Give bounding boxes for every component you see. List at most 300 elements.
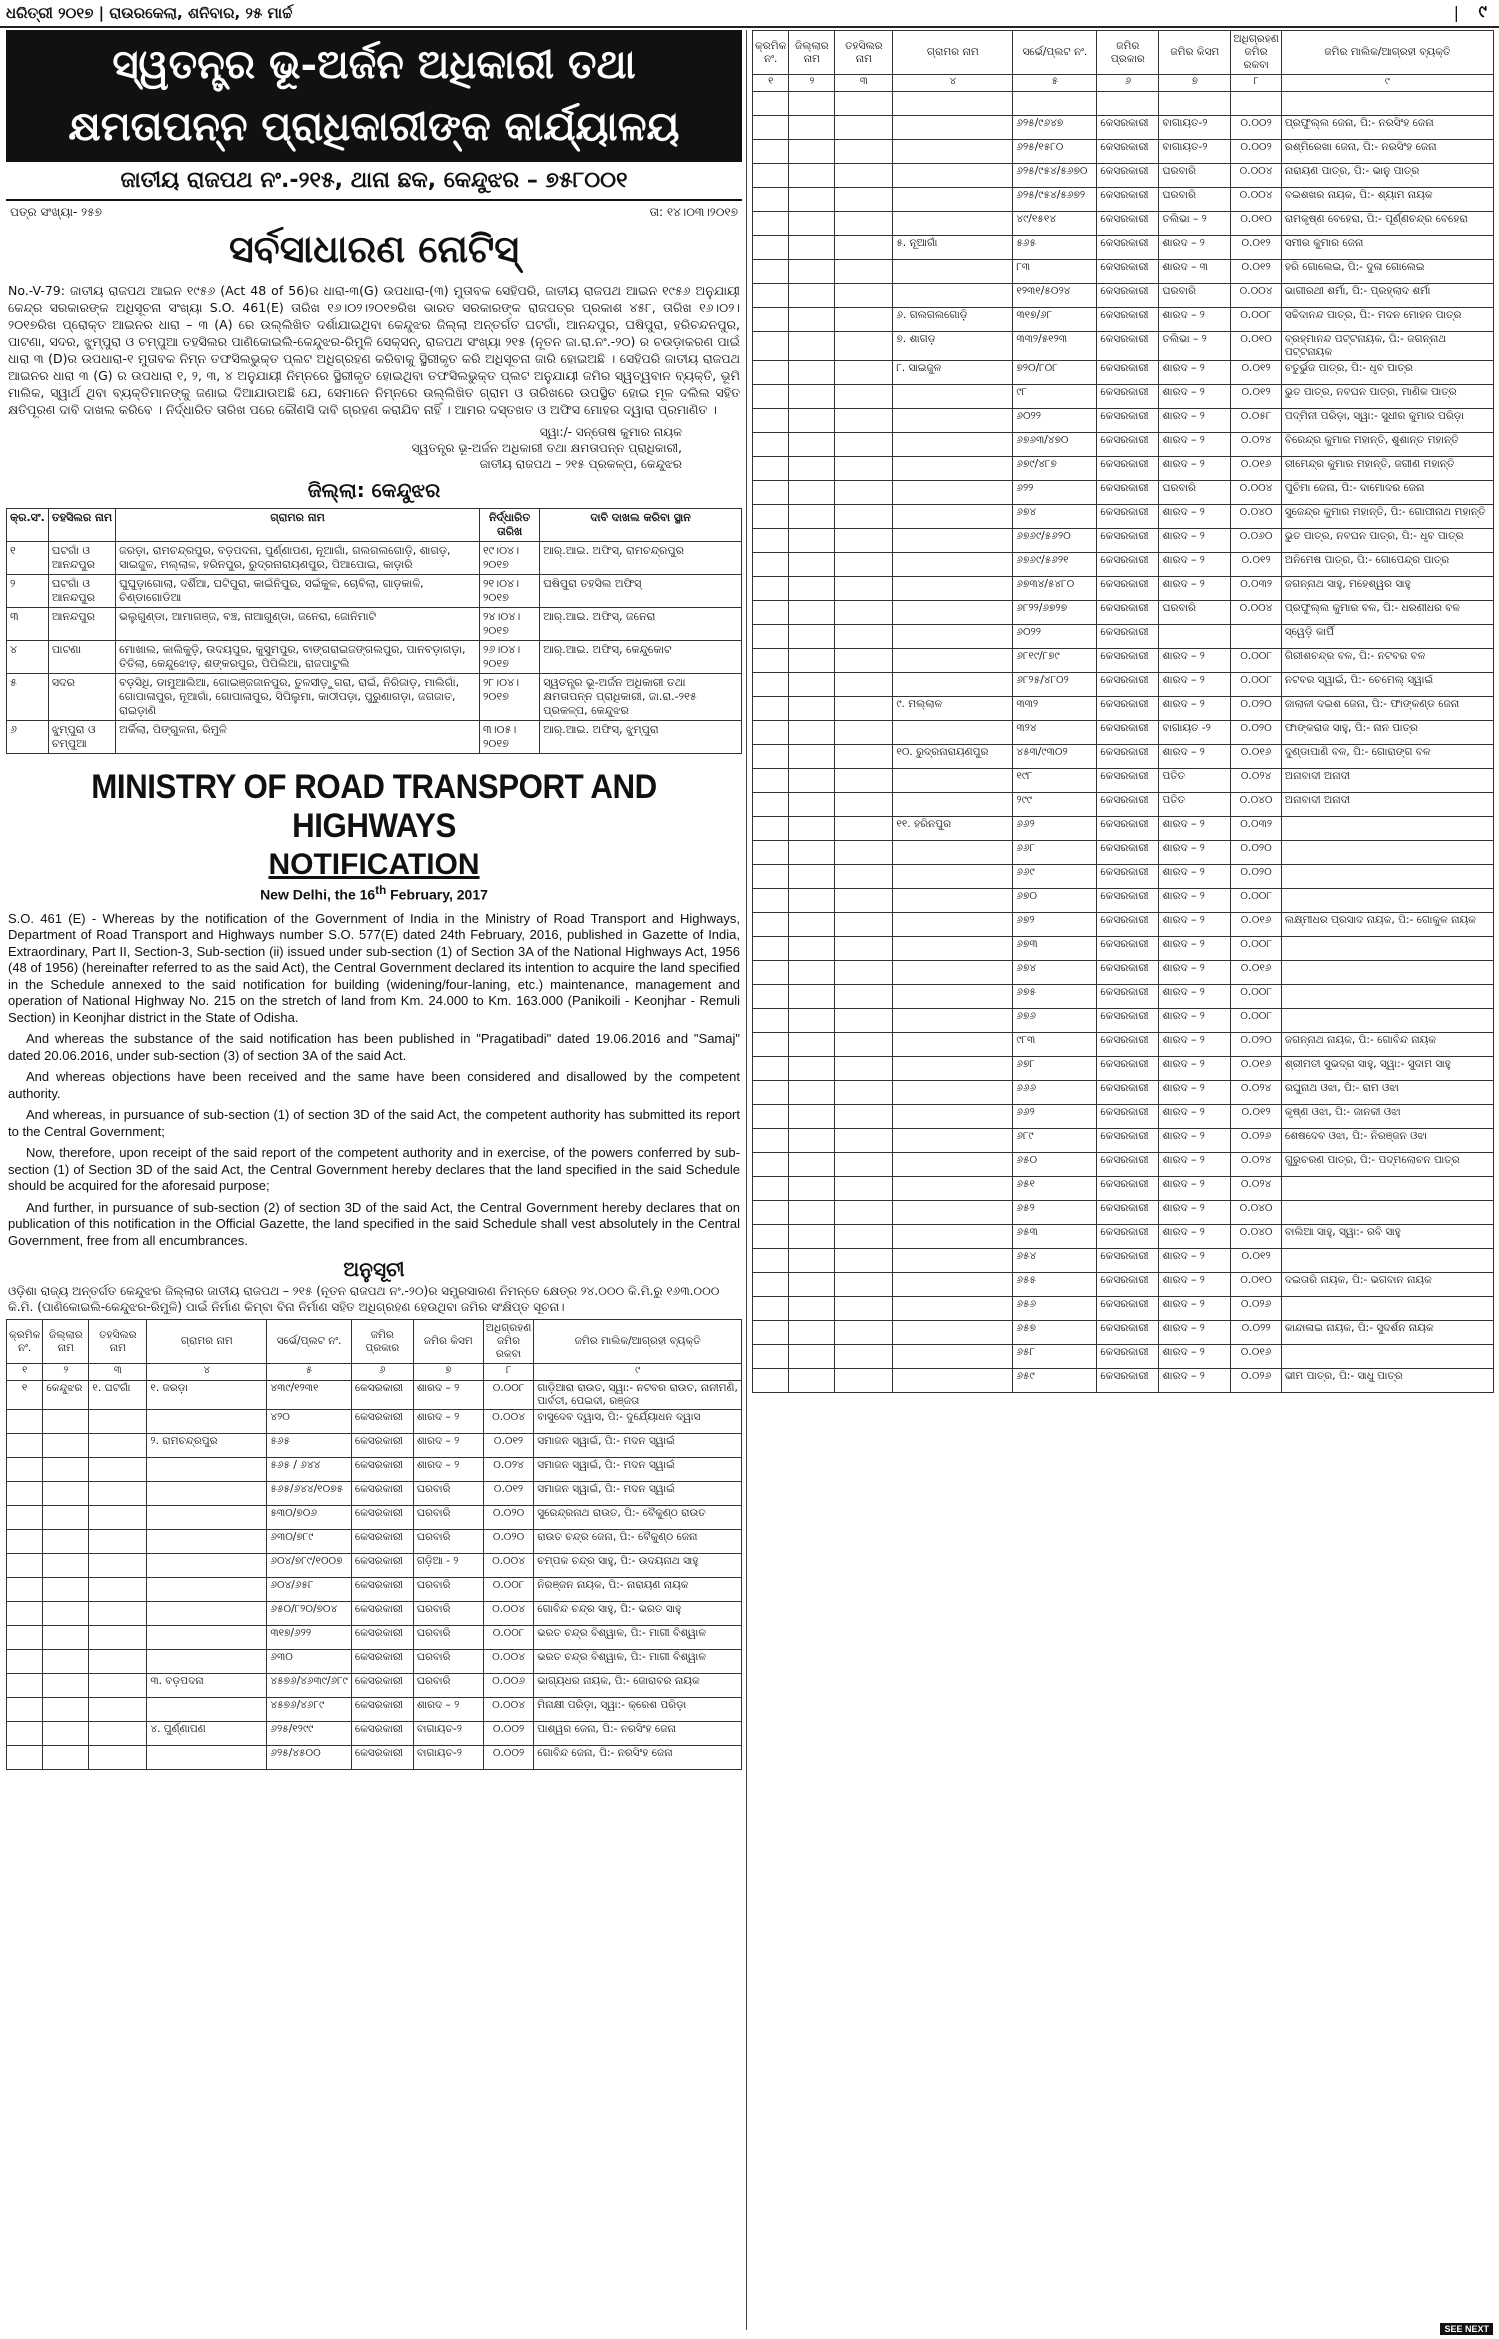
schedule-cell [789, 332, 835, 361]
schedule-cell: କେସରକାରୀ [1097, 505, 1159, 529]
schedule-cell [835, 433, 893, 457]
schedule-cell: ସମୀର କୁମାର ଜେନା [1281, 236, 1493, 260]
hearing-cell: ୫ [7, 674, 49, 721]
schedule-row [753, 577, 1494, 601]
schedule-cell [835, 1297, 893, 1321]
schedule-cell: ୦.୦୨୪ [483, 1458, 533, 1482]
schedule-cell [893, 385, 1013, 409]
schedule-row [753, 625, 1494, 649]
hearing-header-cell: କ୍ର.ସଂ. [7, 509, 49, 542]
schedule-cell: ୬୫୮ [1013, 1345, 1097, 1369]
schedule-cell: କେସରକାରୀ [1097, 1009, 1159, 1033]
schedule-cell: କେସରକାରୀ [351, 1602, 413, 1626]
schedule-row [753, 164, 1494, 188]
schedule-cell: ଗାଡ଼ିଆରା ରାଉତ, ସ୍ୱା:- ନଟବର ରାଉତ, ନାନୀମଣି, ପାର୍ବତୀ, ପେଇଦୀ, ରଞ୍ଜତା [534, 1381, 742, 1410]
schedule-cell: ୬୫୯ [1013, 1369, 1097, 1393]
schedule-cell: ୬୩୦/୭୮୯ [267, 1530, 351, 1554]
schedule-cell: ଘରବାରି [413, 1578, 483, 1602]
schedule-cell: ୬୭୬୯/୫୬୨୦ [1013, 529, 1097, 553]
schedule-cell [753, 649, 789, 673]
schedule-cell [835, 1129, 893, 1153]
masthead: ଧରିତ୍ରୀ ୨୦୧୭ | ରାଉରକେଲା, ଶନିବାର, ୨୫ ମାର୍ଚ୍ଚ [6, 4, 293, 22]
schedule-row [753, 409, 1494, 433]
schedule-cell: ଶାରଦ – ୨ [1159, 385, 1231, 409]
schedule-cell: ୦.୦୨୪ [1231, 769, 1281, 793]
hearing-cell: ଘୁଘୁଡ଼ାଗୋଲା, ଦର୍ଶିଆ, ଘଟିପୁରା, କାଇଁନିପୁର, ସଇଁକୁଳ, ଚୋବିଲା, ଗାଡ଼କାଳି, ଚିଣ୍ଡାଗୋଡିଆ [116, 575, 480, 608]
schedule-cell: ୬୭୨ [1013, 913, 1097, 937]
schedule-cell [789, 721, 835, 745]
schedule-cell [789, 601, 835, 625]
schedule-cell: ୦.୦୧୨ [1231, 385, 1281, 409]
schedule-cell: ଲକ୍ଷ୍ମୀଧର ପ୍ରସାଦ ନାୟକ, ପି:- ଗୋକୁଳ ନାୟକ [1281, 913, 1493, 937]
schedule-cell [835, 961, 893, 985]
hearing-cell: ମୋଖାଲ, କାଲିକୁଡ଼ି, ଉଦୟପୁର, କୁସୁମପୁର, ବାଙ୍ଗରାଇଜଙ୍ଗଲପୁର, ପାନବଡ଼ାଗଡ଼ା, ତିତିଲା, କେନ୍ଦୁଝୋଡ଼, ଶଙ୍କରପୁର, ପିପିଲିଆ, ରାଜପାଟୁଲି [116, 641, 480, 674]
schedule-cell [893, 769, 1013, 793]
schedule-cell [7, 1434, 43, 1458]
schedule-cell: ଗୋବିନ୍ଦ ଚନ୍ଦ୍ର ସାହୁ, ପି:- ଭରତ ସାହୁ [534, 1602, 742, 1626]
schedule-cell: କେସରକାରୀ [351, 1626, 413, 1650]
schedule-cell [893, 625, 1013, 649]
schedule-cell: ଶେଷଦେବ ଓଝା, ପି:- ନିରଞ୍ଜନ ଓଝା [1281, 1129, 1493, 1153]
schedule-row [753, 1033, 1494, 1057]
schedule-cell: ଫାଙ୍କରାଜ ସାହୁ, ପି:- ନାନ ପାତ୍ର [1281, 721, 1493, 745]
schedule-cell: କେସରକାରୀ [1097, 1345, 1159, 1369]
schedule-cell: ୩୧୭/୬୨୨ [267, 1626, 351, 1650]
schedule-cell: ତଲିଭା – ୨ [1159, 332, 1231, 361]
schedule-cell: ଶାରଦ – ୨ [1159, 745, 1231, 769]
schedule-cell [835, 92, 893, 116]
schedule-cell: ୦.୦୦୪ [1231, 164, 1281, 188]
schedule-cell [7, 1458, 43, 1482]
hearing-cell: ପାଟଣା [48, 641, 115, 674]
schedule-cell: ୬୨୫/୧୫୮୦ [1013, 140, 1097, 164]
schedule-cell: ୦.୦୧୨ [1231, 260, 1281, 284]
schedule-cell [753, 985, 789, 1009]
schedule-cell: ୦.୦୨୬ [1231, 1129, 1281, 1153]
schedule-cell: ୬୮୨୨/୬୭୨୭ [1013, 601, 1097, 625]
schedule-cell [147, 1410, 267, 1434]
schedule-cell: ଘରବାରି [1159, 601, 1231, 625]
schedule-cell [893, 164, 1013, 188]
schedule-cell: କେସରକାରୀ [1097, 1177, 1159, 1201]
schedule-cell: ଶାରଦ – ୨ [1159, 529, 1231, 553]
schedule-row [753, 1153, 1494, 1177]
schedule-cell: ୬୬୯ [1013, 865, 1097, 889]
hearing-cell: ୧୯।୦୪।୨୦୧୭ [479, 542, 539, 575]
schedule-cell: କେସରକାରୀ [1097, 649, 1159, 673]
schedule-cell [753, 745, 789, 769]
schedule-cell: ଶାରଦ – ୨ [1159, 1201, 1231, 1225]
schedule-cell: ୩୩୨/୫୧୨୩ [1013, 332, 1097, 361]
schedule-cell [789, 745, 835, 769]
schedule-cell: ୦.୦୦୬ [483, 1674, 533, 1698]
notification-body [6, 911, 742, 1250]
schedule-row [753, 913, 1494, 937]
schedule-cell [753, 1129, 789, 1153]
schedule-cell: କେସରକାରୀ [1097, 577, 1159, 601]
schedule-cell [753, 284, 789, 308]
schedule-cell: ଚତୁର୍ଭୁଜ ପାତ୍ର, ପି:- ଧୃବ ପାତ୍ର [1281, 361, 1493, 385]
schedule-cell [893, 841, 1013, 865]
schedule-row [753, 1321, 1494, 1345]
hearing-header-cell: ନିର୍ଦ୍ଧାରିତ ତାରିଖ [479, 509, 539, 542]
schedule-cell: ୬୦୪/୬୫୮ [267, 1578, 351, 1602]
schedule-row [753, 385, 1494, 409]
schedule-cell [789, 1273, 835, 1297]
schedule-header-cell: ଅଧିଗ୍ରହଣ ଜମିର ରକବା [1231, 31, 1281, 75]
schedule-cell: ୬୭୫ [1013, 985, 1097, 1009]
schedule-column-number: ୧ [753, 75, 789, 92]
schedule-cell: ୦.୦୦୮ [1231, 937, 1281, 961]
schedule-cell [43, 1602, 89, 1626]
schedule-row [7, 1410, 742, 1434]
schedule-cell: ଭୀମ ପାତ୍ର, ପି:- ସାଧୁ ପାତ୍ର [1281, 1369, 1493, 1393]
schedule-cell [835, 1033, 893, 1057]
schedule-cell [43, 1410, 89, 1434]
schedule-cell: ୫୬୫ [1013, 236, 1097, 260]
schedule-cell: ବାଗାୟତ-୨ [413, 1722, 483, 1746]
schedule-cell [835, 188, 893, 212]
schedule-cell [789, 1321, 835, 1345]
schedule-cell: ୪୩୯/୧୨୩୧ [267, 1381, 351, 1410]
schedule-cell [789, 361, 835, 385]
hearing-cell: ଆର୍.ଆଇ. ଅଫିସ୍, କେନ୍ଦୁକୋଟ [540, 641, 742, 674]
schedule-cell: ଜଗନ୍ନାଥ ସାହୁ, ମହେଶ୍ୱର ସାହୁ [1281, 577, 1493, 601]
schedule-row [753, 1081, 1494, 1105]
schedule-cell: ୦.୦୦୨ [1231, 116, 1281, 140]
schedule-row [753, 961, 1494, 985]
schedule-cell [753, 1225, 789, 1249]
schedule-cell: ଶ୍ରୀମତୀ ସୁଭଦ୍ରା ସାହୁ, ସ୍ୱା:- ସୁଦାମ ସାହୁ [1281, 1057, 1493, 1081]
schedule-cell: କେସରକାରୀ [351, 1746, 413, 1770]
schedule-cell [789, 1081, 835, 1105]
schedule-cell: ଶାରଦ – ୨ [1159, 1249, 1231, 1273]
schedule-cell: ଭରତ ଚନ୍ଦ୍ର ବିଶ୍ୱାଳ, ପି:- ମାଗୀ ବିଶ୍ୱାଳ [534, 1626, 742, 1650]
hearing-cell: ଘଟଗାଁ ଓ ଆନନ୍ଦପୁର [48, 575, 115, 608]
schedule-cell: ୫୬୫/୬୪୪/୧୦୭୫ [267, 1482, 351, 1506]
schedule-cell [789, 1033, 835, 1057]
schedule-cell: କେସରକାରୀ [1097, 1321, 1159, 1345]
schedule-cell: ଘରବାରି [1159, 284, 1231, 308]
schedule-cell [753, 308, 789, 332]
schedule-cell [835, 260, 893, 284]
schedule-cell [753, 505, 789, 529]
schedule-cell: ଗୁରୁଚରଣ ପାତ୍ର, ପି:- ପଦ୍ମଲୋଚନ ପାତ୍ର [1281, 1153, 1493, 1177]
schedule-cell: କେସରକାରୀ [351, 1458, 413, 1482]
schedule-cell: ୮୩ [1013, 260, 1097, 284]
schedule-cell [893, 433, 1013, 457]
schedule-cell: କେସରକାରୀ [1097, 116, 1159, 140]
schedule-cell [753, 1249, 789, 1273]
schedule-cell [893, 409, 1013, 433]
schedule-cell: କେସରକାରୀ [1097, 1249, 1159, 1273]
schedule-cell [789, 841, 835, 865]
schedule-cell: ୬୫୫ [1013, 1273, 1097, 1297]
schedule-cell [835, 769, 893, 793]
schedule-cell [789, 92, 835, 116]
schedule-cell [753, 673, 789, 697]
schedule-row [753, 649, 1494, 673]
schedule-cell: ୦.୦୦୨ [483, 1722, 533, 1746]
letter-number: ପତ୍ର ସଂଖ୍ୟା- ୨୫୭ [10, 205, 102, 219]
schedule-header-cell: ଜମିର କିସମ [413, 1320, 483, 1364]
schedule-cell [893, 505, 1013, 529]
schedule-cell: ୦.୦୧୬ [1231, 745, 1281, 769]
schedule-column-number: ୭ [413, 1364, 483, 1381]
schedule-row [753, 817, 1494, 841]
schedule-cell [753, 1273, 789, 1297]
schedule-cell [1281, 937, 1493, 961]
schedule-cell [789, 284, 835, 308]
schedule-cell: କେସରକାରୀ [1097, 697, 1159, 721]
schedule-cell: ୭୨୦/୮୦୮ [1013, 361, 1097, 385]
schedule-cell: କେସରକାରୀ [1097, 769, 1159, 793]
schedule-cell: କେସରକାରୀ [1097, 385, 1159, 409]
schedule-cell [835, 457, 893, 481]
schedule-cell [893, 865, 1013, 889]
schedule-row [753, 745, 1494, 769]
schedule-cell: ଜଗନ୍ନାଥ ନାୟକ, ପି:- ଗୋବିନ୍ଦ ନାୟକ [1281, 1033, 1493, 1057]
schedule-row [753, 553, 1494, 577]
schedule-cell [7, 1698, 43, 1722]
schedule-cell: ନାରାୟଣ ପାତ୍ର, ପି:- ଭାନୁ ପାତ୍ର [1281, 164, 1493, 188]
schedule-table-left [6, 1319, 742, 1770]
schedule-column-number: ୯ [534, 1364, 742, 1381]
notification-date [6, 884, 742, 903]
schedule-cell: ଶାରଦ – ୨ [1159, 361, 1231, 385]
schedule-cell: ୬୭୩୪/୫୪୮୦ [1013, 577, 1097, 601]
schedule-cell [43, 1698, 89, 1722]
schedule-cell: ଅନିମେଷ ପାତ୍ର, ପି:- ଗୋପେନ୍ଦ୍ର ପାତ୍ର [1281, 553, 1493, 577]
schedule-cell [753, 260, 789, 284]
schedule-cell [789, 673, 835, 697]
schedule-cell: ଶାରଦ – ୨ [1159, 577, 1231, 601]
schedule-cell [43, 1578, 89, 1602]
schedule-cell: ୦.୦୨୪ [1231, 1153, 1281, 1177]
banner-line-2: କ୍ଷମତାପନ୍ନ ପ୍ରାଧିକାରୀଙ୍କ କାର୍ଯ୍ୟାଳୟ [68, 103, 680, 150]
schedule-cell [789, 937, 835, 961]
schedule-cell: ମିନାକ୍ଷୀ ପରିଡ଼ା, ସ୍ୱା:- କ୍ରେଶ ପରିଡ଼ା [534, 1698, 742, 1722]
page-number: ୯ [1478, 2, 1487, 22]
schedule-cell [893, 1297, 1013, 1321]
schedule-row [753, 697, 1494, 721]
schedule-header-cell: ଜମିର କିସମ [1159, 31, 1231, 75]
schedule-cell [893, 457, 1013, 481]
schedule-cell: କେସରକାରୀ [1097, 481, 1159, 505]
schedule-cell: କେସରକାରୀ [351, 1698, 413, 1722]
schedule-header-cell: ଜମିର ପ୍ରକାର [1097, 31, 1159, 75]
hearing-cell: ଆନନ୍ଦପୁର [48, 608, 115, 641]
schedule-cell: ୬୮୯ [1013, 1129, 1097, 1153]
schedule-cell: କେସରକାରୀ [351, 1722, 413, 1746]
district-heading: ଜିଲ୍ଲା: କେନ୍ଦୁଝର [307, 478, 441, 502]
schedule-row [753, 188, 1494, 212]
schedule-cell [835, 140, 893, 164]
schedule-cell [753, 625, 789, 649]
schedule-cell [893, 260, 1013, 284]
schedule-row [753, 529, 1494, 553]
schedule-header-cell: ଜମିର ପ୍ରକାର [351, 1320, 413, 1364]
schedule-cell [893, 721, 1013, 745]
schedule-row [7, 1698, 742, 1722]
schedule-cell: ୧ [7, 1381, 43, 1410]
schedule-cell [753, 1105, 789, 1129]
schedule-cell: ଶାରଦ – ୨ [1159, 1273, 1231, 1297]
schedule-cell [7, 1482, 43, 1506]
schedule-cell [835, 1081, 893, 1105]
hearing-cell: ୧ [7, 542, 49, 575]
schedule-cell: ୦.୦୦୪ [483, 1698, 533, 1722]
schedule-cell [893, 1225, 1013, 1249]
schedule-cell: ୦.୦୬୦ [1231, 529, 1281, 553]
schedule-cell [147, 1698, 267, 1722]
schedule-cell: ଗୋବିନ୍ଦ ଜେନା, ପି:- ନରସିଂହ ଜେନା [534, 1746, 742, 1770]
schedule-cell: ୦.୦୧୨ [1231, 236, 1281, 260]
schedule-cell: ଶାରଦ – ୨ [1159, 1057, 1231, 1081]
schedule-cell: ୬୦୨୨ [1013, 409, 1097, 433]
schedule-cell [789, 1009, 835, 1033]
schedule-cell: କେସରକାରୀ [1097, 409, 1159, 433]
schedule-cell [789, 865, 835, 889]
hearing-cell: ଘଷିପୁରା ତହସିଲ ଅଫିସ୍ [540, 575, 742, 608]
schedule-row [753, 673, 1494, 697]
schedule-cell: ଶାରଦ – ୨ [1159, 865, 1231, 889]
schedule-cell [43, 1674, 89, 1698]
schedule-cell [7, 1722, 43, 1746]
schedule-cell [835, 601, 893, 625]
schedule-cell [835, 577, 893, 601]
schedule-cell: ଶାରଦ – ୨ [413, 1458, 483, 1482]
ministry-title: MINISTRY OF ROAD TRANSPORT AND HIGHWAYS [91, 768, 657, 845]
schedule-cell: କେସରକାରୀ [1097, 1129, 1159, 1153]
schedule-header-cell: ଗ୍ରାମର ନାମ [893, 31, 1013, 75]
schedule-column-number: ୮ [1231, 75, 1281, 92]
schedule-cell [7, 1602, 43, 1626]
schedule-cell: ପାଶ୍ୱର ଜେନା, ପି:- ନରସିଂହ ଜେନା [534, 1722, 742, 1746]
schedule-cell: ୬୭୯/୪୮୭ [1013, 457, 1097, 481]
schedule-cell: ୬୭୬ [1013, 1009, 1097, 1033]
schedule-cell: କେସରକାରୀ [1097, 817, 1159, 841]
schedule-cell: ଘରବାରି [1159, 188, 1231, 212]
schedule-cell [789, 457, 835, 481]
hearing-cell: ୪ [7, 641, 49, 674]
hearing-cell: ୨୪।୦୪।୨୦୧୭ [479, 608, 539, 641]
schedule-cell: ଶାରଦ – ୨ [1159, 457, 1231, 481]
schedule-cell [1097, 92, 1159, 116]
schedule-cell: ଶାରଦ – ୨ [1159, 841, 1231, 865]
schedule-cell: କେସରକାରୀ [1097, 140, 1159, 164]
schedule-cell [753, 361, 789, 385]
schedule-cell [89, 1554, 147, 1578]
schedule-cell: ତଲିଭା – ୨ [1159, 212, 1231, 236]
schedule-cell: ଶାରଦ – ୨ [1159, 1345, 1231, 1369]
schedule-cell [789, 1249, 835, 1273]
schedule-cell [789, 793, 835, 817]
hearing-cell: ୨୬।୦୪।୨୦୧୭ [479, 641, 539, 674]
schedule-cell: ଶାରଦ – ୨ [1159, 1369, 1231, 1393]
schedule-cell: କେସରକାରୀ [1097, 1369, 1159, 1393]
schedule-cell [893, 577, 1013, 601]
schedule-title: ଅନୁସୂଚୀ [343, 1257, 405, 1282]
schedule-cell: ୬୫୨ [1013, 1201, 1097, 1225]
schedule-cell: କେସରକାରୀ [1097, 745, 1159, 769]
schedule-row [753, 769, 1494, 793]
schedule-cell [835, 865, 893, 889]
signature-project: ଜାତୀୟ ରାଜପଥ – ୨୧୫ ପ୍ରକଳ୍ପ, କେନ୍ଦୁଝର [479, 457, 682, 471]
schedule-cell: ୬୫୬ [1013, 1297, 1097, 1321]
schedule-cell: ଅନାବାଦୀ ଅନାଦୀ [1281, 793, 1493, 817]
schedule-cell [789, 308, 835, 332]
schedule-cell: ପ୍ରଫୁଲ୍ଲ କୁମାର ବଳ, ପି:- ଧରଣୀଧର ବଳ [1281, 601, 1493, 625]
schedule-cell [43, 1482, 89, 1506]
schedule-cell: ଘରବାରି [413, 1626, 483, 1650]
schedule-cell: କେସରକାରୀ [1097, 284, 1159, 308]
schedule-cell [835, 164, 893, 188]
schedule-cell [7, 1650, 43, 1674]
schedule-cell: ୬୭୮ [1013, 1057, 1097, 1081]
schedule-cell [89, 1602, 147, 1626]
schedule-cell: ୨୯୯ [1013, 793, 1097, 817]
notification-paragraph: And whereas objections have been received and the same have been considered and disallowed by the competent authority. [8, 1069, 740, 1101]
schedule-row [753, 889, 1494, 913]
schedule-cell [789, 1225, 835, 1249]
schedule-cell: ପ୍ରଫୁଲ୍ଲ ଜେନା, ପି:- ନରସିଂହ ଜେନା [1281, 116, 1493, 140]
schedule-cell: ୦.୦୪୦ [1231, 793, 1281, 817]
schedule-cell [43, 1434, 89, 1458]
schedule-cell: ଶାରଦ – ୨ [1159, 1033, 1231, 1057]
schedule-cell: କେସରକାରୀ [1097, 1033, 1159, 1057]
schedule-cell [753, 1009, 789, 1033]
schedule-cell: ୬୭୦ [1013, 889, 1097, 913]
hearing-cell: ୬ [7, 721, 49, 754]
schedule-cell: ୦.୦୧୨ [1231, 1105, 1281, 1129]
schedule-cell [89, 1530, 147, 1554]
schedule-column-number: ୩ [835, 75, 893, 92]
schedule-cell [835, 1201, 893, 1225]
schedule-cell [835, 1273, 893, 1297]
schedule-cell: ସ୍ୱେଡ଼ି କାର୍ପି [1281, 625, 1493, 649]
banner-line-1: ସ୍ୱତନ୍ତ୍ର ଭୂ-ଅର୍ଜନ ଅଧିକାରୀ ତଥା [112, 41, 636, 88]
schedule-cell: ପତିତ [1159, 769, 1231, 793]
schedule-cell [893, 961, 1013, 985]
schedule-cell: ୦.୦୦୨ [1231, 140, 1281, 164]
schedule-cell: ଶାରଦ – ୨ [1159, 649, 1231, 673]
schedule-cell: ଦଇତାରି ନାୟକ, ପି:- ଭଗବାନ ନାୟକ [1281, 1273, 1493, 1297]
notification-paragraph: Now, therefore, upon receipt of the said report of the competent authority and in exercise, of the powers conferred by sub-section (1) of Section 3D of the said Act, the Central Government hereby declares that the land specified in the said Schedule should be acquired for the aforesaid purpose; [8, 1145, 740, 1194]
schedule-cell: ସୁରେନ୍ଦ୍ରନାଥ ରାଉତ, ପି:- ବୈକୁଣ୍ଠ ରାଉତ [534, 1506, 742, 1530]
schedule-cell: କେସରକାରୀ [1097, 433, 1159, 457]
schedule-cell: ୦.୦୨୦ [483, 1530, 533, 1554]
schedule-cell [893, 529, 1013, 553]
schedule-row [753, 985, 1494, 1009]
schedule-row [7, 1554, 742, 1578]
schedule-cell [835, 673, 893, 697]
schedule-cell: ଶାରଦ – ୨ [1159, 961, 1231, 985]
schedule-cell: ଶାରଦ – ୨ [1159, 697, 1231, 721]
schedule-row [7, 1506, 742, 1530]
schedule-cell [789, 116, 835, 140]
schedule-cell: ୬୦୨୨ [1013, 625, 1097, 649]
schedule-cell: ୧. ଘଟଗାଁ [89, 1381, 147, 1410]
schedule-cell [753, 721, 789, 745]
schedule-cell: କେସରକାରୀ [1097, 332, 1159, 361]
schedule-cell: ୯୮୩ [1013, 1033, 1097, 1057]
schedule-cell [789, 260, 835, 284]
schedule-cell [789, 164, 835, 188]
schedule-cell [753, 236, 789, 260]
schedule-cell: ୩. ବଡ଼ପଦନା [147, 1674, 267, 1698]
schedule-cell: କେସରକାରୀ [1097, 529, 1159, 553]
